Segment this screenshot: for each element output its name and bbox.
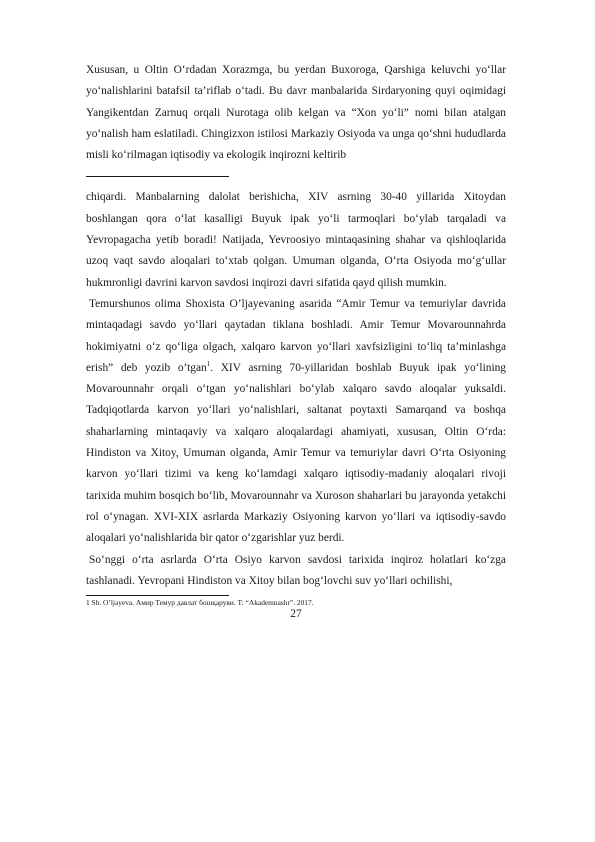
page-number: 27 (290, 608, 302, 621)
paragraph-3-text-after-ref: . XIV asrning 70-yillaridan boshlab Buyuk ipak yo‘lining Movarounnahr orqali o‘tgan yo‘nalishlari bo‘ylab xalqaro savdo aloqalar yuksaldi. Tadqiqotlarda karvon yo‘llari yo‘nalishlari, saltanat poytaxti Samarqand va boshqa shaharlarning mintaqaviy va xalqaro aloqalardagi ahamiyati, xususan, Oltin O‘rda: Hindiston va Xitoy, Umuman olganda, Amir Temur va temuriylar davri O‘rta Osiyoning karvon yo‘llari tizimi va keng ko‘lamdagi xalqaro iqtisodiy-madaniy aloqalari rivoji tarixida muhim bosqich bo‘lib, Movarounnahr va Xuroson shaharlari bu jarayonda yetakchi rol o‘ynagan. XVI-XIX asrlarda Markaziy Osiyoning karvon yo‘llari va iqtisodiy-savdo aloqalari yo‘nalishlarida bir qator o‘zgarishlar yuz berdi. (86, 361, 507, 545)
footnote-rule (86, 595, 229, 596)
body-paragraph-2: chiqardi. Manbalarning dalolat berishicha, XIV asrning 30-40 yillarida Xitoydan boshlangan qora o‘lat kasalligi Buyuk ipak yo‘li tarmoqlari bo‘ylab tarqaladi va Yevropagacha yetib boradi! Natijada, Yevroosiyo mintaqasining shahar va qishloqlarida uzoq vaqt savdo aloqalari to‘xtab qolgan. Umuman olganda, O‘rta Osiyoda mo‘g‘ullar hukmronligi davrini karvon savdosi inqirozi davri sifatida qayd qilish mumkin. (86, 191, 506, 289)
separator-rule (86, 176, 229, 177)
footnote-reference[interactable]: 1 (206, 360, 211, 369)
document-page (86, 60, 506, 620)
body-paragraph-4: So‘nggi o‘rta asrlarda O‘rta Osiyo karvon savdosi tarixida inqiroz holatlari ko‘zga tashlanadi. Yevropani Hindiston va Xitoy bilan bog‘lovchi suv yo‘llari ochilishi, (86, 553, 506, 587)
body-paragraph-1: Xususan, u Oltin O‘rdadan Xorazmga, bu yerdan Buxoroga, Qarshiga keluvchi yo‘llar yo‘nalishlarini batafsil ta’riflab o‘tadi. Bu davr manbalarida Sirdaryoning quyi oqimidagi Yangikentdan Zarnuq orqali Nurotaga olib kelgan va “Xon yo‘li” nomi bilan atalgan yo‘nalish ham eslatiladi. Chingizxon istilosi Markaziy Osiyoda va unga qo‘shni hududlarda misli ko‘rilmagan iqtisodiy va ekologik inqirozni keltirib (86, 64, 506, 162)
paragraph-3-text-before-ref: Temurshunos olima Shoxista O’ljayevaning asarida “Amir Temur va temuriylar davrida mintaqadagi savdo yo‘llari qaytadan tiklana boshladi. Amir Temur Movarounnahrda hokimiyatni o‘z qo‘liga olgach, xalqaro karvon yo‘llari xavfsizligini to‘liq ta’minlashga erish” deb yozib o’tgan (86, 297, 506, 374)
body-paragraph-3 (86, 294, 506, 550)
footnote: 1 Sh. O’ljayeva. Амир Темур давлат бошқаруви. T: “Akademnashr”. 2017. (86, 598, 314, 608)
